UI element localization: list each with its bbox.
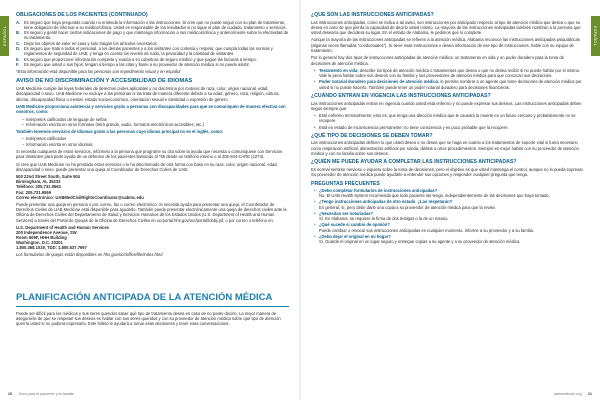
faq-list [314,188,584,244]
language-service-item: – Intérpretes calificados [22,136,289,141]
directive-type-item [314,79,584,90]
address-line: Washington, D.C. 20201 [16,240,63,246]
faq-heading: PREGUNTAS FRECUENTES [311,180,380,187]
faq-item [314,199,584,210]
obligation-letter: B. [16,30,21,36]
decisions-heading: ¿QUÉ TIPO DE DECISIONES SE DEBEN TOMAR? [311,132,433,139]
who-can-help-heading: ¿QUIÉN ME PUEDE AYUDAR A COMPLETAR LAS INSTRUCCIONES ANTICIPADAS? [311,159,517,166]
obligations-list [16,20,289,68]
faq-question: • ¿Debo dejar el original en mi hogar? [319,233,391,239]
language-tab-left: ESPAÑOL [0,16,9,56]
faq-question: • ¿Tengo instrucciones anticipadas de otro estado. ¿Las respetarán? [319,199,453,205]
address-line: 200 Independence Avenue, SW [16,229,77,235]
filing-paragraph: Puede presentar una queja en persona o por correo, fax o correo electrónico. Si necesita ayuda para presentar una queja, el Coordinador de Derechos Civiles de UAB Medicine está disponible para ayudarlo. También puede presentar electrónicamente una queja de derechos civiles ante la Oficina de Derechos Civiles del Departamento de Salud y Servicios Humanos de los Estados Unidos (U.S. Department of Health and Human Services) a través del Portal de Quejas de la Oficina de Derechos Civiles en ocrportal.hhs.gov/ocr/portal/lobby.jsf, o por correo o teléfono en: [16,201,287,223]
obligation-letter: C. [16,40,21,46]
address-line: 1.800.368.1019, TDD: 1.800.537.7697 [16,245,87,251]
faq-question: • ¿Qué sucede si cambio de opinión? [319,222,390,228]
address-line: Teléfono: 205.731.9563 [16,184,61,190]
address-line: Correo electrónico: UABMedCivilRightsCoordinator@uabmc.edu [16,194,144,200]
faq-answer: Sí. Guarde el original en un lugar seguro y entregue copias a su agente y a su proveedor de atención médica. [319,238,521,244]
obligation-text: Es seguro que proporcione información completa y exacta a su cobertura de seguro médico y que pague las facturas a tiempo. [24,56,257,62]
obligation-text: Dejar los objetos de valor en casa y solo traigan los artículos necesarios. [24,40,158,46]
when-paragraph: Las instrucciones anticipadas entran en vigencia cuando usted está enfermo y no puede expresar sus deseos. Las instrucciones anticipadas deben seguir siempre que: [311,100,582,111]
obligation-letter: E. [16,56,20,62]
obligation-letter: A. [16,19,21,25]
nondiscrimination-paragraph: UAB Medicine cumple las leyes federales de derechos civiles aplicables y no discrimina por motivos de raza, color, origen nacional, edad, discapacidad o sexo. UAB Medicine no excluye a las personas ni las trata de manera diferente debido a su edad, género, raza, religión, cultura, idioma, discapacidad física o mental, estado socioeconómico, orientación sexual e identidad o expresión de género. [16,86,280,102]
directive-type-text: describe los tipos de atención médica o tratamientos que desea o que no desea recibir si no puede hablar por sí mismo. Vale la pena hablar sobre sus deseos con su familia y sus proveedores de atención médica para que conozcan sus decisiones. [319,67,581,79]
directive-type-text: le permite nombrar a un agente que tome decisiones de atención médica por usted si no puede hacerlo. También puede tener un poder notarial duradero para decisiones financieras. [319,79,582,90]
faq-answer: Puede cambiar o revocar sus instrucciones anticipadas en cualquier momento. Informe a su proveedor y a su familia. [319,227,534,233]
right-footer-text: uabmedicine.org [553,392,582,396]
obligation-letter: D. [16,46,21,52]
what-are-directives-heading: ¿QUÉ SON LAS INSTRUCCIONES ANTICIPADAS? [311,12,434,18]
directive-type-term: Poder notarial duradero para decisiones de atención médica: [319,79,440,85]
left-footer [8,392,74,396]
address-line: Birmingham, AL 35233 [16,179,61,185]
faq-item [314,234,584,245]
directive-types-list [314,68,584,90]
faq-answer: No. El UAB Health System recomienda que todo paciente las tenga, independientemente de las decisiones que haya tomado. [319,193,550,199]
faq-question: • ¿Debo completar formularios de instrucciones anticipadas? [319,188,438,194]
language-tab-right: ESPAÑOL [591,16,600,56]
obligation-letter: F. [16,61,20,67]
complaint-forms-note: Los formularios de quejas están disponibles en hhs.gov/ocr/office/file/index.html. [16,252,164,258]
faq-item [314,222,584,233]
right-page-number: 21 [587,392,592,396]
directive-type-term: Testamento en vida: [319,67,359,73]
complaint-paragraph: Si cree que UAB Medicine no ha prestado estos servicios o lo ha discriminado de otra forma con base en su raza, color, origen nacional, edad, discapacidad o sexo, puede presentar una queja al Coordinador de Derechos Civiles de UAB: [16,161,278,172]
language-services-list [22,136,289,147]
obligation-text: Es seguro que trate a todos el personal, a los demás pacientes y a los visitantes con cortesía y respeto; que cumpla todas las normas y reglamentos de seguridad de UAB; y tenga en cuenta los niveles de ruido, la privacidad y la cantidad de visitantes. [24,46,273,57]
aux-service-item: – Intérpretes calificados de lenguaje de señas [22,117,289,122]
faq-item [314,188,584,199]
types-intro: Por lo general hay dos tipos de instrucciones anticipadas de atención médica: un testamento en vida y un poder duradero para la toma de decisiones de atención médica. [311,55,564,66]
when-effective-item: • Está en estado de inconsciencia permanente: no tiene consciencia y es poco probable que la recupere. [314,125,584,130]
right-footer [554,392,592,396]
faq-answer: Sí. En Alabama, se requiere la firma de dos testigos o la de un notario. [319,216,449,222]
obligation-item [16,62,289,67]
aux-service-item: – Información escrita en otros formatos (letra grande, audio, formatos electrónicos accesibles, etc.) [22,122,289,127]
when-effective-item: • Esté enfermo terminalmente: esto es, que tenga una afección médica que le causará la muerte en un futuro cercano y probablemente no se recupere. [314,113,584,124]
aux-services-intro: UAB Medicine proporciona asistencia y servicios gratis a personas con discapacidades para que se comuniquen de manera efectiva con nosotros, como: [16,103,286,115]
heading-rule [16,306,289,307]
faq-question: • ¿Necesitan ser notariadas? [319,210,374,216]
address-line: Room 509F, HHH Building [16,235,67,241]
advance-care-planning-heading: PLANIFICACIÓN ANTICIPADA DE LA ATENCIÓN MÉDICA [16,291,273,303]
left-page-number: 20 [8,392,13,396]
hhs-address [16,225,289,250]
address-line: U.S. Department of Health and Human Services [16,224,109,230]
language-services-intro: También tenemos servicios de idiomas gratis a las personas cuyo idioma principal no es el inglés, como: [16,129,224,135]
civil-rights-address [16,174,289,199]
decisions-paragraph: Las instrucciones anticipadas definen lo que usted desea o no desea que se haga en cuanto a los tratamientos de soporte vital si fuera necesario como respiración artificial, alimentación artificial por sonda, diálisis u otros procedimientos. Siempre es mejor hablar con su proveedor de atención médica y con su familia sobre sus deseos. [311,140,579,157]
right-page [301,0,600,400]
left-footer-text: Guía para el paciente y la familia [18,392,74,396]
obligation-text: Es seguro que haya preguntas cuando no entienda la información o las instrucciones. Si cree que no puede seguir con su plan de tratamiento, tiene obligación de informar a su médico/clínica. Usted es responsable de los resultados si no sigue el plan de cuidado, tratamiento o servicios. [24,19,287,30]
who-can-help-paragraph: Es normal sentirse nervioso o inquieto sobre la toma de decisiones, pero el objetivo es que usted mantenga el control, aunque no lo pueda expresar. Su proveedor de atención médica puede ayudarle a entender sus opciones y responder cualquier pregunta que tenga. [311,166,584,178]
contact-paragraph: Si necesita cualquiera de estos servicios, infórmelo a la persona que programe su cita sobre la ayuda que necesita o comuníquese con Servicios para Visitantes para pedir ayuda de un defensor de los pacientes llamando al *55 desde un teléfono interno o al 205-934-CARE (2273). [16,149,283,160]
visual-impairment-note: *Esta información está disponible para las personas con impedimento visual y en español [16,69,181,75]
obligation-text: Es seguro que usted o sus hijos, tengan a tiempo a las citas y llame a su proveedor de atención médica si no puede asistir. [24,61,250,67]
planning-paragraph: Puede ser difícil para los médicos y sus seres queridos saber qué tipo de tratamiento desea en caso de no poder decirlo. La mejor manera de asegurarse de que se respetan sus deseos es hablar con sus seres queridos y con su proveedor de atención médica sobre qué tipo de atención querría usted si no pudiera expresarlo. Este folleto le ayudará a tomar esas decisiones y tener esas conversaciones. [16,310,281,327]
faq-item [314,211,584,222]
obligations-heading: OBLIGACIONES DE LOS PACIENTES (CONTINUADO) [16,12,148,18]
when-effective-list [314,113,584,130]
faq-answer: En general, sí, pero debe darle una copia a su proveedor de atención médica para que la revise. [319,204,497,210]
directive-type-item [314,68,584,79]
obligation-item [16,46,289,57]
when-effective-heading: ¿CUÁNDO ENTRAN EN VIGENCIA LAS INSTRUCCIONES ANTICIPADAS? [311,92,491,99]
left-page [0,0,299,400]
obligation-text: Es seguro y gentil hacer ciertas indicaciones de pago y que mantenga información a sus médicos/clínica y anteriormente sobre la efectividad de su tratamiento. [24,30,289,41]
what-paragraph-2: Aunque la mayoría de las instrucciones anticipadas se refieren a la atención médica, Alabama reconoce las instrucciones anticipadas psiquiátricas (algunas veces llamadas "conductuales"). Si tiene esas instrucciones o desea información de ese tipo de instrucciones, hable con su equipo de tratamiento. [311,37,580,54]
aux-services-list [22,117,289,128]
language-service-item: – Información escrita en otros idiomas [22,142,289,147]
address-line: 500 22nd Street South, Suite 504 [16,174,80,180]
obligation-item [16,30,289,41]
what-paragraph-1: Las instrucciones anticipadas, como se indica a tal aviso, son instrucciones por anticipado respecto al tipo de atención médica que desea o que no desea en caso de que pierda la capacidad de decirlo usted mismo. La mayoría de las instrucciones anticipadas también nombran a la persona que usted desearía que decidiera su lugar. En el estado de Alabama, le pedimos que lo complete. [311,19,581,36]
address-line: Fax: 205.731.9559 [16,189,51,195]
obligation-item [16,20,289,31]
nondiscrimination-heading: AVISO DE NO DISCRIMINACIÓN Y ACCESIBILIDAD DE IDIOMAS [16,77,193,84]
